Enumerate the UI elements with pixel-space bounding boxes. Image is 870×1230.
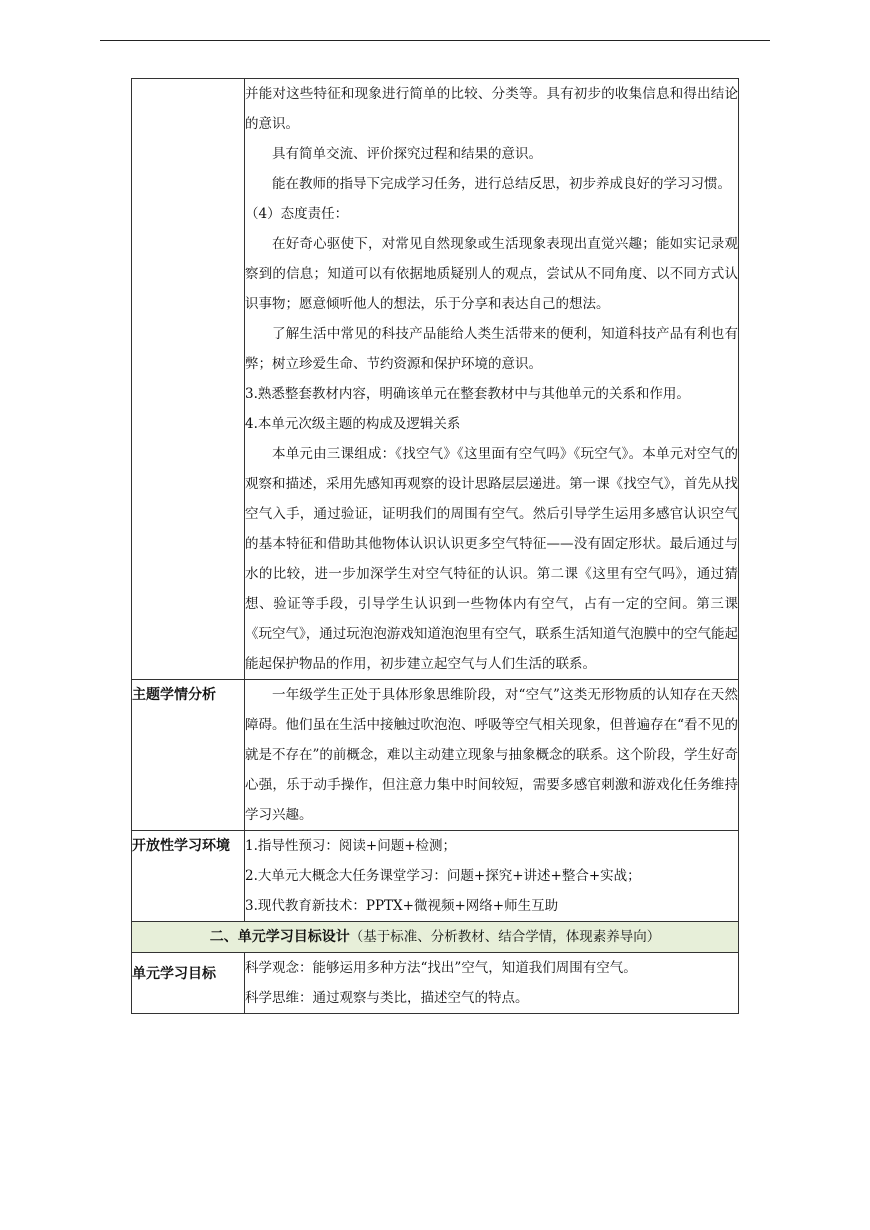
paragraph: （4）态度责任： xyxy=(245,206,349,222)
paragraph: 在好奇心驱使下，对常见自然现象或生活现象表现出直觉兴趣；能如实记录观察到的信息；知道可以有依据地质疑别人的观点，尝试从不同角度、以不同方式认识事物；愿意倾听他人的想法，乐于分享和表达自己的想法。 xyxy=(245,236,738,312)
paragraph: 本单元由三课组成：《找空气》《这里面有空气吗》《玩空气》。本单元对空气的观察和描述，采用先感知再观察的设计思路层层递进。第一课《找空气》，首先从找空气入手，通过验证，证明我们的周围有空气。然后引导学生运用多感官认识空气的基本特征和借助其他物体认识认识更多空气特征——没有固定形状。最后通过与水的比较，进一步加深学生对空气特征的认识。第二课《这里有空气吗》，通过猜想、验证等手段，引导学生认识到一些物体内有空气，占有一定的空间。第三课《玩空气》，通过玩泡泡游戏知道泡泡里有空气，联系生活知道气泡膜中的空气能起能起保护物品的作用，初步建立起空气与人们生活的联系。 xyxy=(245,446,738,672)
section-heading-note: （基于标准、分析教材、结合学情，体现素养导向） xyxy=(349,929,661,945)
section-heading-title: 二、单元学习目标设计 xyxy=(209,929,350,945)
environment-item: 3.现代教育新技术：PPTX+微视频+网络+师生互助 xyxy=(245,898,559,914)
learner-analysis-label: 主题学情分析 xyxy=(132,680,245,831)
header-rule xyxy=(100,40,770,41)
continued-row xyxy=(132,79,739,680)
environment-item: 1.指导性预习：阅读+问题+检测； xyxy=(245,838,457,854)
goal-item: 科学思维：通过观察与类比，描述空气的特点。 xyxy=(245,990,529,1006)
paragraph: 能在教师的指导下完成学习任务，进行总结反思，初步养成良好的学习习惯。 xyxy=(272,176,731,192)
goal-item: 科学观念：能够运用多种方法“找出”空气，知道我们周围有空气。 xyxy=(245,960,637,976)
unit-goals-row xyxy=(132,953,739,1014)
section-heading-row xyxy=(132,922,739,953)
unit-goals-label: 单元学习目标 xyxy=(132,953,245,1014)
continued-label-cell xyxy=(132,79,245,680)
continued-content xyxy=(245,79,739,680)
paragraph: 了解生活中常见的科技产品能给人类生活带来的便利，知道科技产品有利也有弊；树立珍爱生命、节约资源和保护环境的意识。 xyxy=(245,326,738,372)
learning-environment-row xyxy=(132,831,739,922)
paragraph: 具有简单交流、评价探究过程和结果的意识。 xyxy=(272,146,542,162)
unit-plan-table xyxy=(131,78,739,1014)
section-heading xyxy=(132,922,739,953)
paragraph: 并能对这些特征和现象进行简单的比较、分类等。具有初步的收集信息和得出结论的意识。 xyxy=(245,86,738,132)
learner-analysis-row xyxy=(132,680,739,831)
learning-environment-label: 开放性学习环境 xyxy=(132,831,245,922)
environment-item: 2.大单元大概念大任务课堂学习：问题+探究+讲述+整合+实战； xyxy=(245,868,641,884)
paragraph: 3.熟悉整套教材内容，明确该单元在整套教材中与其他单元的关系和作用。 xyxy=(245,386,690,402)
paragraph: 4.本单元次级主题的构成及逻辑关系 xyxy=(245,416,461,432)
learner-analysis-text: 一年级学生正处于具体形象思维阶段，对“空气”这类无形物质的认知存在天然障碍。他们虽在生活中接触过吹泡泡、呼吸等空气相关现象，但普遍存在“看不见的就是不存在”的前概念，难以主动建立现象与抽象概念的联系。这个阶段，学生好奇心强，乐于动手操作，但注意力集中时间较短，需要多感官刺激和游戏化任务维持学习兴趣。 xyxy=(245,687,738,823)
